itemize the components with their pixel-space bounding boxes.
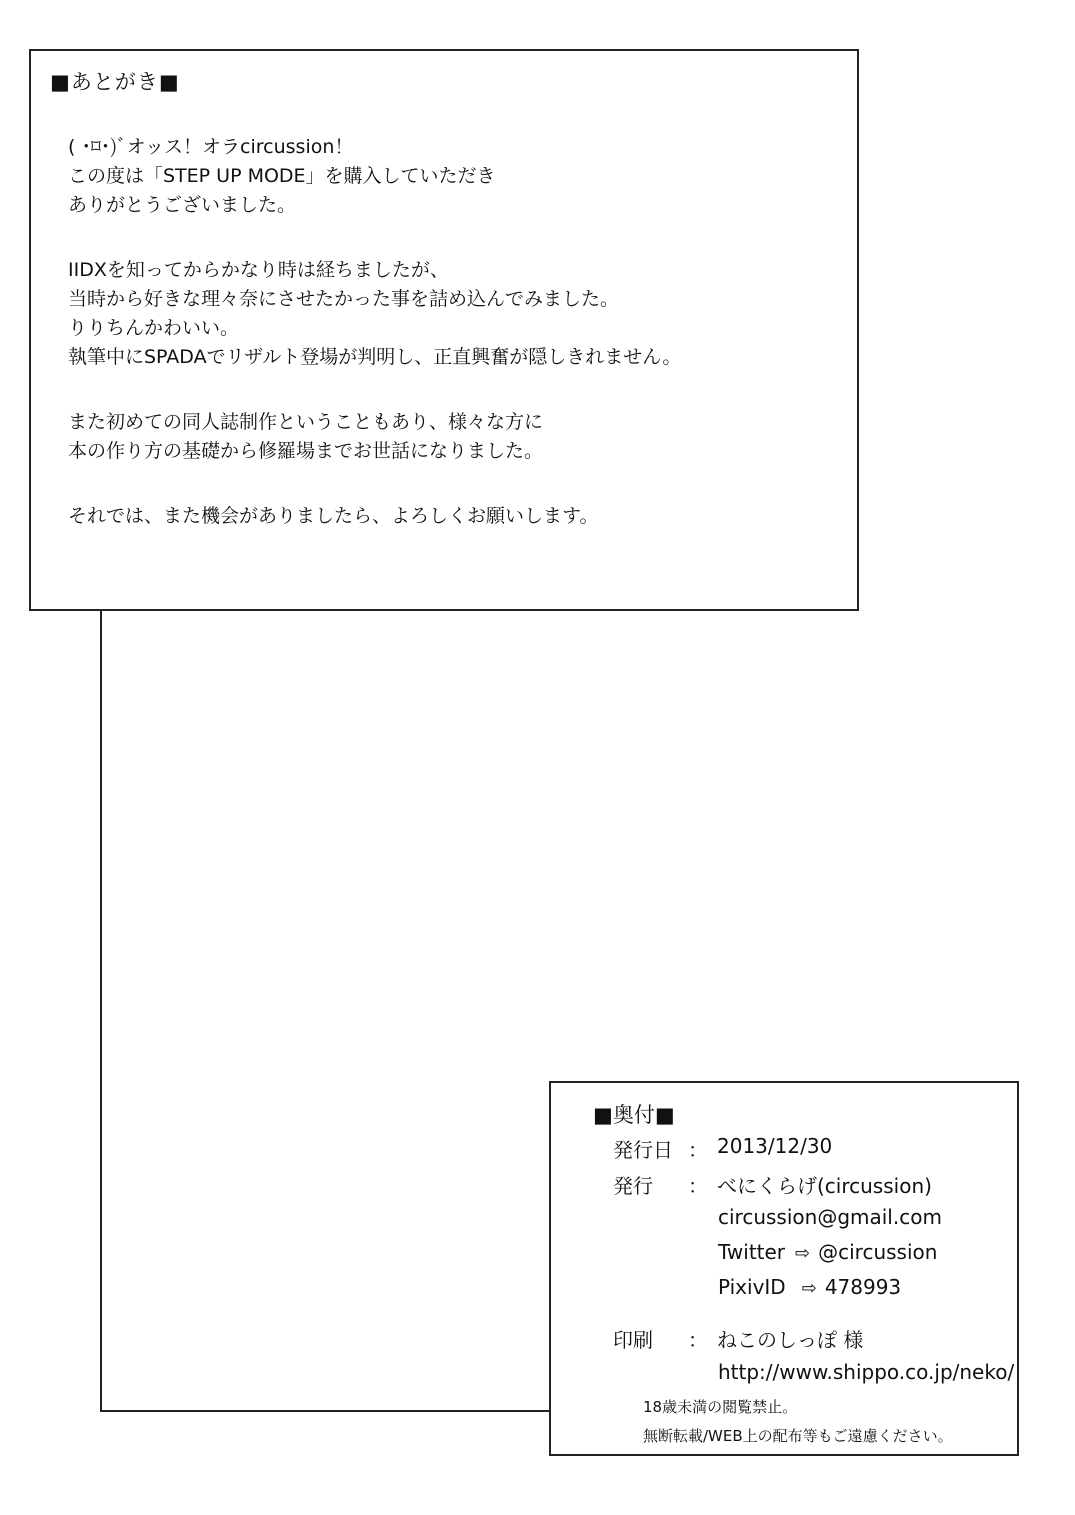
afterword-line: りりちんかわいい。 (68, 317, 240, 339)
colophon-box (549, 1081, 1019, 1456)
separator: ： (688, 1174, 708, 1198)
separator: ： (688, 1138, 708, 1162)
pixiv-label: PixivID (718, 1275, 786, 1299)
afterword-line: ありがとうございました。 (68, 194, 297, 216)
arrow-right-icon: ⇨ (801, 1278, 817, 1299)
afterword-line: それでは、また機会がありましたら、よろしくお願いします。 (68, 505, 599, 527)
afterword-paragraph (68, 256, 848, 372)
separator: ： (688, 1328, 708, 1352)
afterword-box (29, 49, 859, 611)
afterword-line: 本の作り方の基礎から修羅場までお世話になりました。 (68, 440, 544, 462)
afterword-body (68, 133, 848, 567)
date-label: 発行日 (613, 1138, 673, 1162)
arrow-right-icon: ⇨ (795, 1243, 811, 1264)
connector-line (100, 610, 550, 1412)
pixiv-id: 478993 (824, 1275, 902, 1299)
age-restriction-notice: 18歳未満の閲覧禁止。 (643, 1398, 798, 1416)
afterword-line: 執筆中にSPADAでリザルト登場が判明し、正直興奮が隠しきれません。 (68, 346, 682, 368)
afterword-line: この度は「STEP UP MODE」を購入していただき (68, 165, 496, 187)
afterword-title: ■あとがき■ (50, 70, 180, 94)
date-value: 2013/12/30 (717, 1134, 833, 1158)
pixiv-row (718, 1275, 901, 1299)
twitter-handle: @circussion (818, 1240, 938, 1264)
publisher-value: べにくらげ(circussion) (717, 1174, 932, 1198)
twitter-row (718, 1240, 937, 1264)
printer-value: ねこのしっぽ 様 (717, 1328, 864, 1352)
afterword-line: 当時から好きな理々奈にさせたかった事を詰め込んでみました。 (68, 288, 620, 310)
twitter-label: Twitter (718, 1240, 786, 1264)
afterword-paragraph (68, 133, 848, 220)
afterword-line: ( ･⌑･)ﾞオッス！オラcircussion！ (68, 136, 354, 158)
printer-url: http://www.shippo.co.jp/neko/ (718, 1360, 1015, 1384)
afterword-paragraph (68, 502, 848, 531)
colophon-title: ■奥付■ (593, 1103, 675, 1127)
repost-notice: 無断転載/WEB上の配布等もご遠慮ください。 (643, 1427, 953, 1445)
afterword-paragraph (68, 408, 848, 466)
publisher-label: 発行 (613, 1174, 653, 1198)
email-address: circussion@gmail.com (718, 1205, 942, 1229)
afterword-line: IIDXを知ってからかなり時は経ちましたが、 (68, 259, 449, 281)
afterword-line: また初めての同人誌制作ということもあり、様々な方に (68, 411, 544, 433)
printer-label: 印刷 (613, 1328, 653, 1352)
